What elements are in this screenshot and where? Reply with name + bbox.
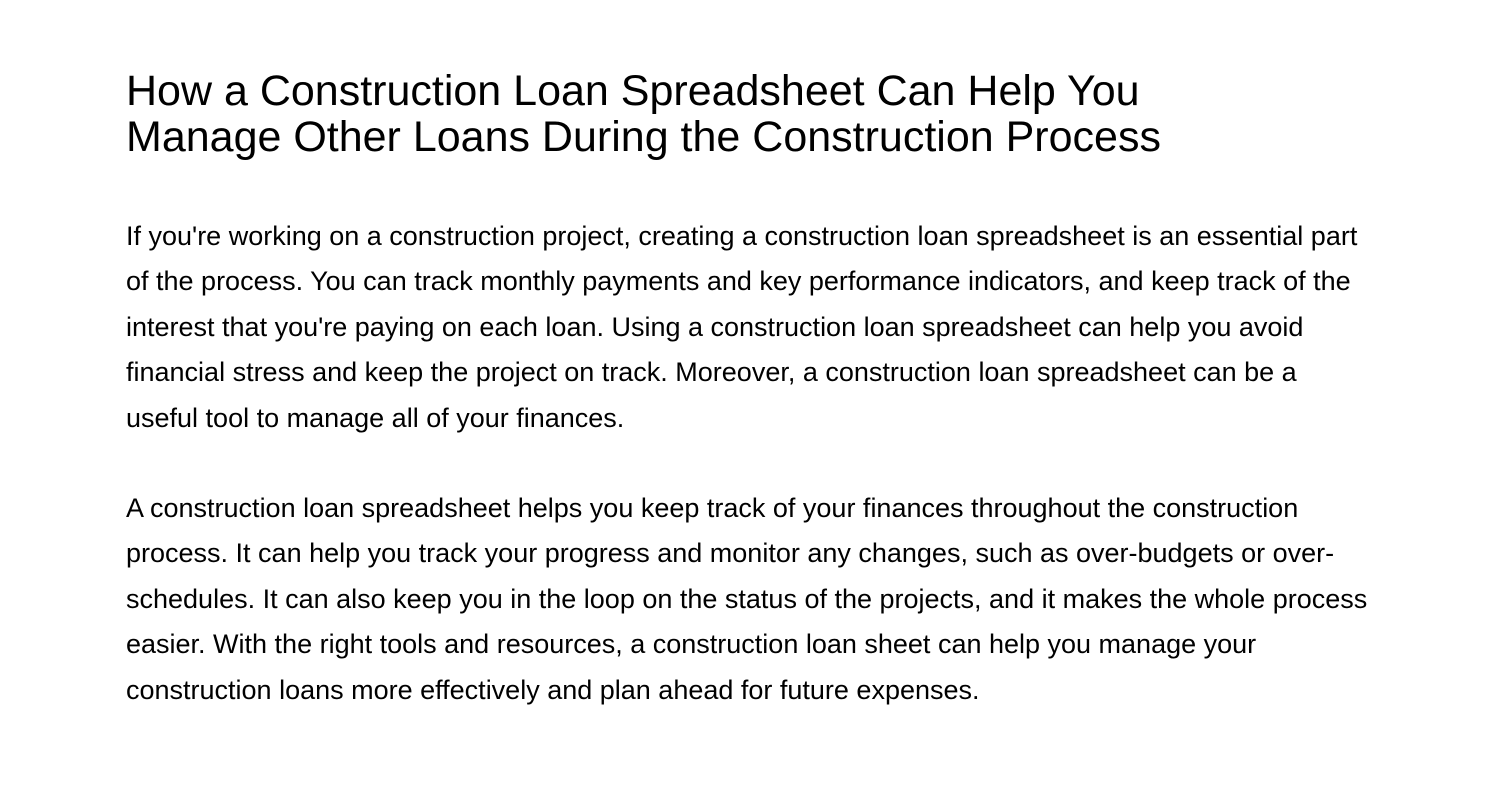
document-page [126, 68, 1386, 713]
article-paragraph-1: If you're working on a construction project, creating a construction loan spreadsheet is an essential part of the process. You can track monthly payments and key performance indicators, and keep track of the interest that you're paying on each loan. Using a construction loan spreadsheet can help you avoid financial stress and keep the project on track. Moreover, a construction loan spreadsheet can be a useful tool to manage all of your finances. [126, 221, 1358, 433]
article-paragraph-2: A construction loan spreadsheet helps you keep track of your finances throughout the construction process. It can help you track your progress and monitor any changes, such as over-budgets or over-schedules. It can also keep you in the loop on the status of the projects, and it makes the whole process easier. With the right tools and resources, a construction loan sheet can help you manage your construction loans more effectively and plan ahead for future expenses. [126, 493, 1368, 705]
article-title: How a Construction Loan Spreadsheet Can Help You Manage Other Loans During the Construction Process [126, 67, 1161, 161]
